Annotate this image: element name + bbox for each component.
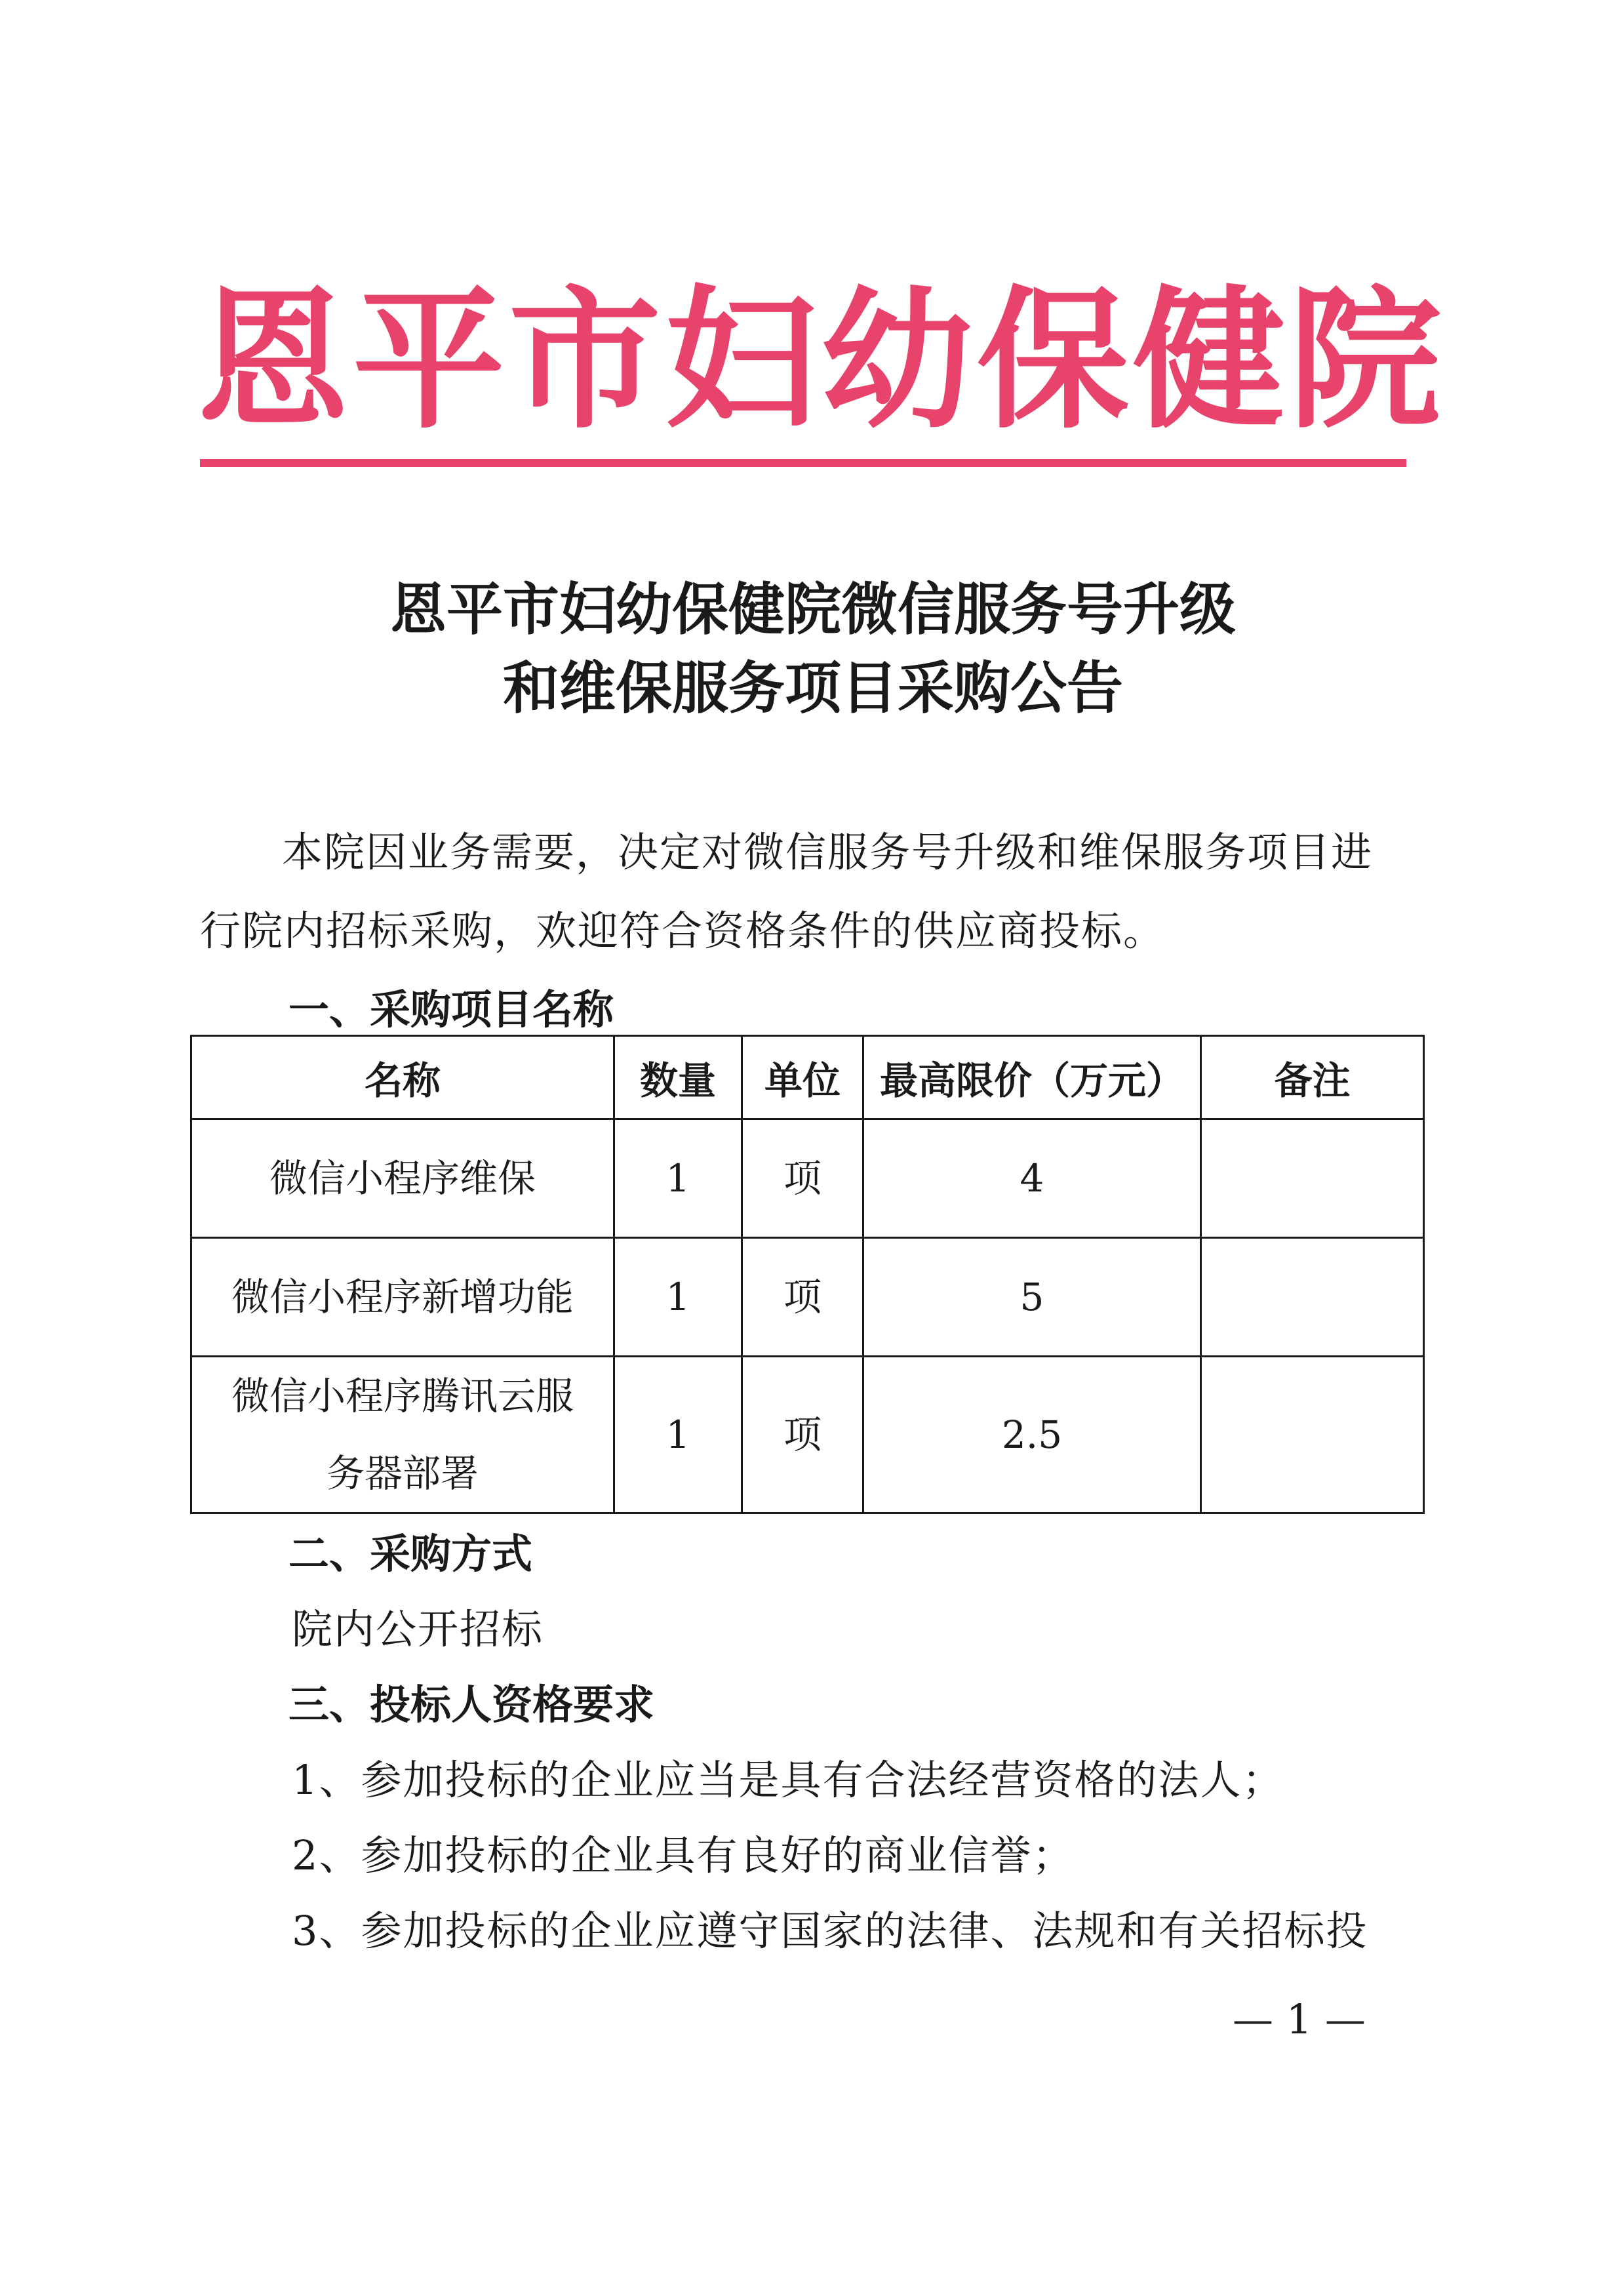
section-2-body: 院内公开招标 [292,1605,544,1653]
intro-line-2: 行院内招标采购，欢迎符合资格条件的供应商投标。 [200,907,1166,955]
table-row [191,1119,1424,1238]
intro-line-1: 本院因业务需要，决定对微信服务号升级和维保服务项目进 [282,828,1374,876]
procurement-items-table [190,1035,1425,1514]
cell-unit: 项 [742,1357,863,1513]
header-unit: 单位 [742,1036,863,1119]
section-3-heading: 三、投标人资格要求 [288,1681,655,1728]
table-header-row [191,1036,1424,1119]
cell-unit: 项 [742,1119,863,1238]
cell-remarks [1201,1357,1424,1513]
cell-name-line-1: 微信小程序腾讯云服 [231,1374,574,1418]
header-name: 名称 [191,1036,614,1119]
cell-quantity: 1 [614,1119,742,1238]
table-row [191,1238,1424,1357]
cell-name [191,1357,614,1513]
cell-name: 微信小程序新增功能 [191,1238,614,1357]
section-3-item-3: 3、参加投标的企业应遵守国家的法律、法规和有关招标投 [292,1907,1368,1955]
cell-unit: 项 [742,1238,863,1357]
cell-name: 微信小程序维保 [191,1119,614,1238]
letterhead-org-name: 恩平市妇幼保健院 [197,272,1446,449]
section-1-heading: 一、采购项目名称 [288,986,614,1033]
document-title-line-2: 和维保服务项目采购公告 [503,656,1123,721]
page-number: — 1 — [1233,1995,1366,2043]
cell-remarks [1201,1119,1424,1238]
section-3-item-1: 1、参加投标的企业应当是具有合法经营资格的法人； [292,1756,1284,1804]
cell-max-price: 2.5 [863,1357,1201,1513]
header-max-price: 最高限价（万元） [863,1036,1201,1119]
header-remarks: 备注 [1201,1036,1424,1119]
cell-max-price: 5 [863,1238,1201,1357]
cell-quantity: 1 [614,1357,742,1513]
table-row [191,1357,1424,1513]
section-2-heading: 二、采购方式 [288,1530,533,1578]
cell-remarks [1201,1238,1424,1357]
document-title-line-1: 恩平市妇幼保健院微信服务号升级 [390,577,1236,643]
section-3-item-2: 2、参加投标的企业具有良好的商业信誉； [292,1831,1075,1879]
cell-max-price: 4 [863,1119,1201,1238]
cell-quantity: 1 [614,1238,742,1357]
header-quantity: 数量 [614,1036,742,1119]
letterhead-red-rule [200,459,1406,467]
cell-name-line-2: 务器部署 [326,1451,479,1496]
